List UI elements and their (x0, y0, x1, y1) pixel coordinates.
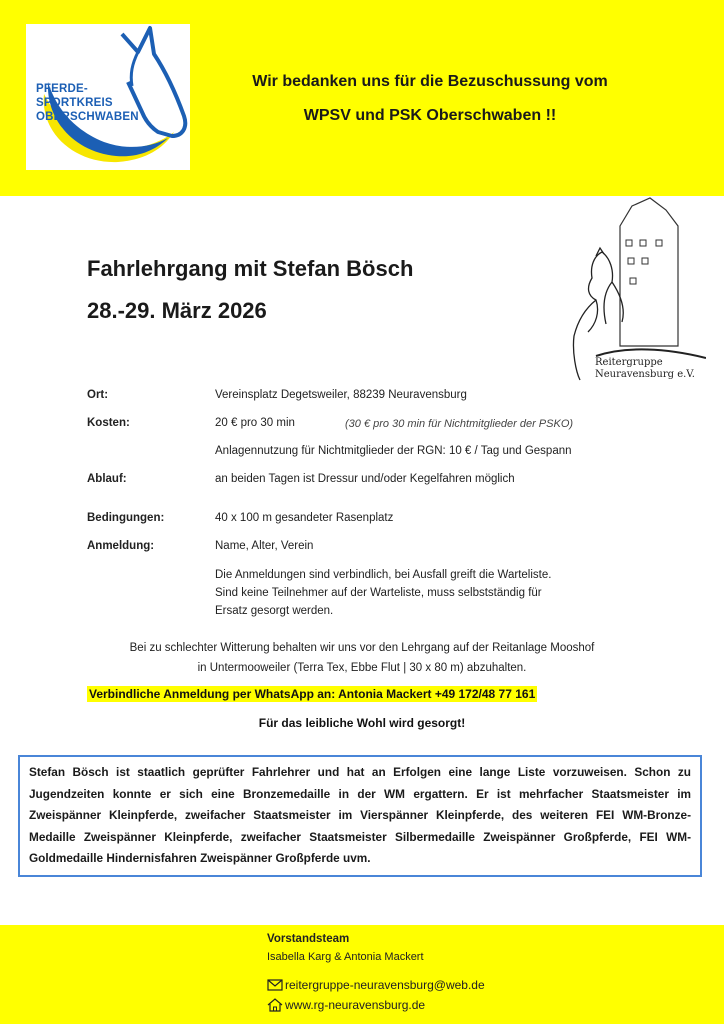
bio-box (18, 755, 702, 877)
club-logo-text-1: Reitergruppe (595, 357, 663, 368)
pferdesportkreis-logo (26, 24, 190, 170)
footer-website[interactable]: www.rg-neuravensburg.de (285, 998, 426, 1012)
ablauf-value: an beiden Tagen ist Dressur und/oder Kegelfahren möglich (215, 473, 515, 485)
club-logo-text-2: Neuravensburg e.V. (595, 369, 695, 380)
bedingungen-label: Bedingungen: (87, 512, 165, 524)
footer-names: Isabella Karg & Antonia Mackert (267, 951, 424, 963)
event-title: Fahrlehrgang mit Stefan Bösch (87, 256, 414, 281)
weather-line-1: Bei zu schlechter Witterung behalten wir uns vor den Lehrgang auf der Reitanlage Mooshof (129, 642, 595, 654)
logo-text-line-2: SPORTKREIS (36, 97, 113, 109)
anmeldung-value: Name, Alter, Verein (215, 540, 314, 552)
anmeldung-label: Anmeldung: (87, 540, 155, 552)
bedingungen-value: 40 x 100 m gesandeter Rasenplatz (215, 512, 394, 524)
ort-value: Vereinsplatz Degetsweiler, 88239 Neuravensburg (215, 389, 467, 401)
home-icon (267, 998, 283, 1012)
footer-email-row[interactable] (267, 978, 485, 992)
logo-text-line-1: PFERDE- (36, 83, 88, 95)
catering-note: Für das leibliche Wohl wird gesorgt! (258, 716, 466, 730)
anmeldung-note-1: Die Anmeldungen sind verbindlich, bei Ausfall greift die Warteliste. (215, 569, 552, 581)
event-date: 28.-29. März 2026 (87, 298, 267, 323)
kosten-extra: Anlagennutzung für Nichtmitglieder der RGN: 10 € / Tag und Gespann (215, 445, 572, 457)
kosten-value: 20 € pro 30 min (215, 417, 295, 429)
ablauf-label: Ablauf: (87, 473, 127, 485)
thanks-line-1: Wir bedanken uns für die Bezuschussung vom (252, 73, 608, 90)
whatsapp-registration: Verbindliche Anmeldung per WhatsApp an: Antonia Mackert +49 172/48 77 161 (89, 687, 536, 701)
logo-text-line-3: OBERSCHWABEN (36, 111, 139, 123)
footer-website-row[interactable] (267, 998, 425, 1012)
mail-icon (267, 979, 283, 991)
kosten-label: Kosten: (87, 417, 130, 429)
kosten-note: (30 € pro 30 min für Nichtmitglieder der PSKO) (345, 418, 574, 430)
weather-line-2: in Untermooweiler (Terra Tex, Ebbe Flut | 30 x 80 m) abzuhalten. (197, 662, 527, 674)
bio-text: Stefan Bösch ist staatlich geprüfter Fahrlehrer und hat an Erfolgen eine lange Liste vorzuweisen. Schon zu Jugendzeiten konnte er sich eine Bronzemedaille in der WM ergattern. Er ist mehrfacher Staatsmeister im Zweispänner Kleinpferde, zweifacher Staatsmeister im Vierspänner Kleinpferde, des weiteren FEI WM-Bronze-Medaille Zweispänner Kleinpferde, zweifacher Staatsmeister Silbermedaille Zweispänner Großpferde, FEI WM-Goldmedaille Hindernisfahren Zweispänner Großpferde uvm. (29, 765, 691, 865)
ort-label: Ort: (87, 389, 109, 401)
footer-email[interactable]: reitergruppe-neuravensburg@web.de (285, 978, 485, 992)
thanks-line-2: WPSV und PSK Oberschwaben !! (303, 107, 557, 124)
anmeldung-note-3: Ersatz gesorgt werden. (215, 605, 334, 617)
footer-heading: Vorstandsteam (267, 933, 350, 945)
anmeldung-note-2: Sind keine Teilnehmer auf der Warteliste, muss selbstständig für (215, 587, 542, 599)
